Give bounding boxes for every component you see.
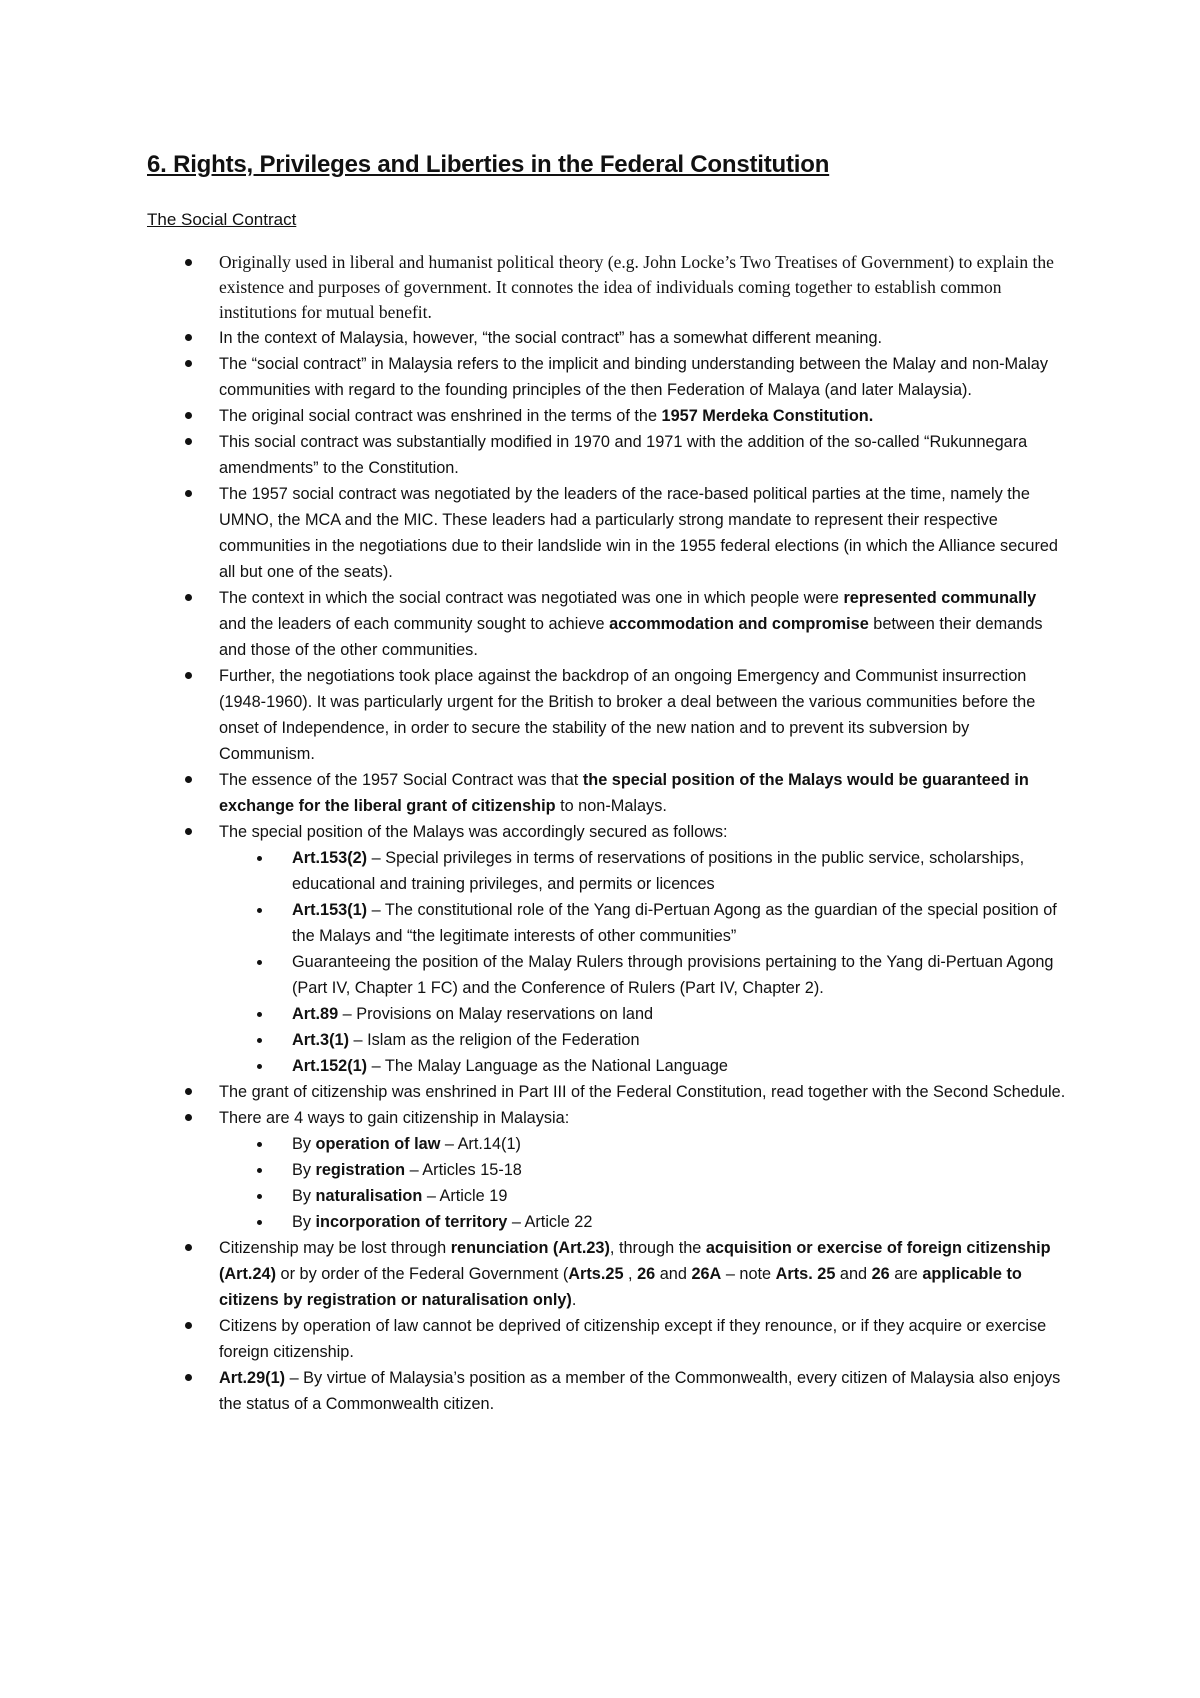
bold-text: Arts.25 [568,1265,624,1283]
text-run: . [571,1291,577,1309]
text-run: Further, the negotiations took place against the backdrop of an ongoing Emergency and Communist insurrection (1948-1960). It was particularly urgent for the British to broker a deal between the various communities before the onset of Independence, in order to secure the stability of the new nation and to prevent its subversion by Communism. [219,667,1036,763]
sub-bullet-item [219,897,1067,949]
bullet-item [147,1079,1067,1105]
text-run: , through the [609,1239,706,1257]
bold-text: Arts. 25 [775,1265,836,1283]
bold-text: acquisition or exercise of foreign citizenship (Art.24) [219,1239,1051,1283]
text-run: The essence of the 1957 Social Contract was that [219,771,583,789]
text-run: The original social contract was enshrined in the terms of the [219,407,662,425]
text-run: In the context of Malaysia, however, “the social contract” has a somewhat different meaning. [219,329,883,347]
text-run: Originally used in liberal and humanist political theory (e.g. John Locke’s Two Treatises of Government) to explain the existence and purposes of government. It connotes the idea of individuals coming together to establish common institutions for mutual benefit. [219,252,1054,322]
text-run: The special position of the Malays was accordingly secured as follows: [219,823,728,841]
bullet-item [147,351,1067,403]
bullet-item [147,767,1067,819]
bold-text: operation of law [315,1135,441,1153]
sub-bullet-item [219,1027,1067,1053]
bullet-item [147,1313,1067,1365]
sub-bullet-item [219,1157,1067,1183]
text-run: There are 4 ways to gain citizenship in Malaysia: [219,1109,570,1127]
bullet-item [147,1235,1067,1313]
text-run: – Provisions on Malay reservations on land [338,1005,654,1023]
text-run: Guaranteeing the position of the Malay Rulers through provisions pertaining to the Yang di-Pertuan Agong (Part IV, Chapter 1 FC) and the Conference of Rulers (Part IV, Chapter 2). [292,953,1054,997]
bold-text: Art.29(1) [219,1369,286,1387]
bullet-item [147,403,1067,429]
text-run: – Article 19 [422,1187,508,1205]
text-run: This social contract was substantially modified in 1970 and 1971 with the addition of the so-called “Rukunnegara amendments” to the Constitution. [219,433,1028,477]
bold-text: registration [315,1161,406,1179]
bullet-list [147,250,1067,1417]
bold-text: Art.3(1) [292,1031,349,1049]
text-run: , [623,1265,638,1283]
page-title: 6. Rights, Privileges and Liberties in the Federal Constitution [147,151,830,178]
sub-bullet-item [219,1131,1067,1157]
bullet-item [147,429,1067,481]
text-run: By [292,1135,316,1153]
bold-text: accommodation and compromise [609,615,869,633]
bold-text: the special position of the Malays would be guaranteed in exchange for the liberal grant of citizenship [219,771,1029,815]
text-run: – The Malay Language as the National Language [367,1057,728,1075]
text-run: to non-Malays. [555,797,667,815]
bold-text: 26A [691,1265,722,1283]
bold-text: Art.153(1) [292,901,368,919]
bullet-item [147,663,1067,767]
text-run: or by order of the Federal Government ( [276,1265,569,1283]
text-run: between their demands and those of the other communities. [219,615,1043,659]
sub-bullet-item [219,1053,1067,1079]
sub-bullet-item [219,845,1067,897]
text-run: – The constitutional role of the Yang di-Pertuan Agong as the guardian of the special position of the Malays and “the legitimate interests of other communities” [292,901,1057,945]
bullet-item [147,819,1067,1079]
bullet-item [147,585,1067,663]
text-run: The “social contract” in Malaysia refers to the implicit and binding understanding between the Malay and non-Malay communities with regard to the founding principles of the then Federation of Malaya (and later Malaysia). [219,355,1048,399]
bold-text: applicable to citizens by registration or naturalisation only) [219,1265,1022,1309]
bold-text: Art.153(2) [292,849,368,867]
text-run: By [292,1213,316,1231]
text-run: are [889,1265,923,1283]
sub-bullet-item [219,1001,1067,1027]
bullet-item [147,325,1067,351]
sub-bullet-list [219,1131,1067,1235]
text-run: The context in which the social contract was negotiated was one in which people were [219,589,844,607]
bold-text: 26 [637,1265,656,1283]
bold-text: Art.89 [292,1005,339,1023]
text-run: Citizens by operation of law cannot be deprived of citizenship except if they renounce, or if they acquire or exercise foreign citizenship. [219,1317,1047,1361]
text-run: – Islam as the religion of the Federation [349,1031,640,1049]
text-run: and the leaders of each community sought to achieve [219,615,610,633]
sub-bullet-list [219,845,1067,1079]
section-heading: The Social Contract [147,210,297,229]
text-run: – Articles 15-18 [405,1161,522,1179]
sub-bullet-item [219,949,1067,1001]
bold-text: renunciation (Art.23) [450,1239,610,1257]
text-run: – Article 22 [507,1213,593,1231]
document-content [147,150,1067,1417]
text-run: – Special privileges in terms of reservations of positions in the public service, scholarships, educational and training privileges, and permits or licences [292,849,1025,893]
text-run: – Art.14(1) [440,1135,521,1153]
text-run: By [292,1161,316,1179]
bold-text: 1957 Merdeka Constitution. [661,407,874,425]
bold-text: 26 [871,1265,890,1283]
bullet-item [147,481,1067,585]
sub-bullet-item [219,1183,1067,1209]
bold-text: naturalisation [315,1187,423,1205]
bullet-item [147,1105,1067,1235]
bullet-item [147,1365,1067,1417]
bold-text: incorporation of territory [315,1213,508,1231]
sub-bullet-item [219,1209,1067,1235]
text-run: – By virtue of Malaysia’s position as a member of the Commonwealth, every citizen of Malaysia also enjoys the status of a Commonwealth citizen. [219,1369,1061,1413]
bold-text: Art.152(1) [292,1057,368,1075]
bullet-item [147,250,1067,325]
text-run: The 1957 social contract was negotiated by the leaders of the race-based political parties at the time, namely the UMNO, the MCA and the MIC. These leaders had a particularly strong mandate to represent their respective communities in the negotiations due to their landslide win in the 1955 federal elections (in which the Alliance secured all but one of the seats). [219,485,1058,581]
text-run: – note [721,1265,776,1283]
text-run: and [655,1265,692,1283]
bold-text: represented communally [843,589,1037,607]
text-run: By [292,1187,316,1205]
text-run: and [835,1265,872,1283]
text-run: The grant of citizenship was enshrined in Part III of the Federal Constitution, read together with the Second Schedule. [219,1083,1066,1101]
text-run: Citizenship may be lost through [219,1239,451,1257]
